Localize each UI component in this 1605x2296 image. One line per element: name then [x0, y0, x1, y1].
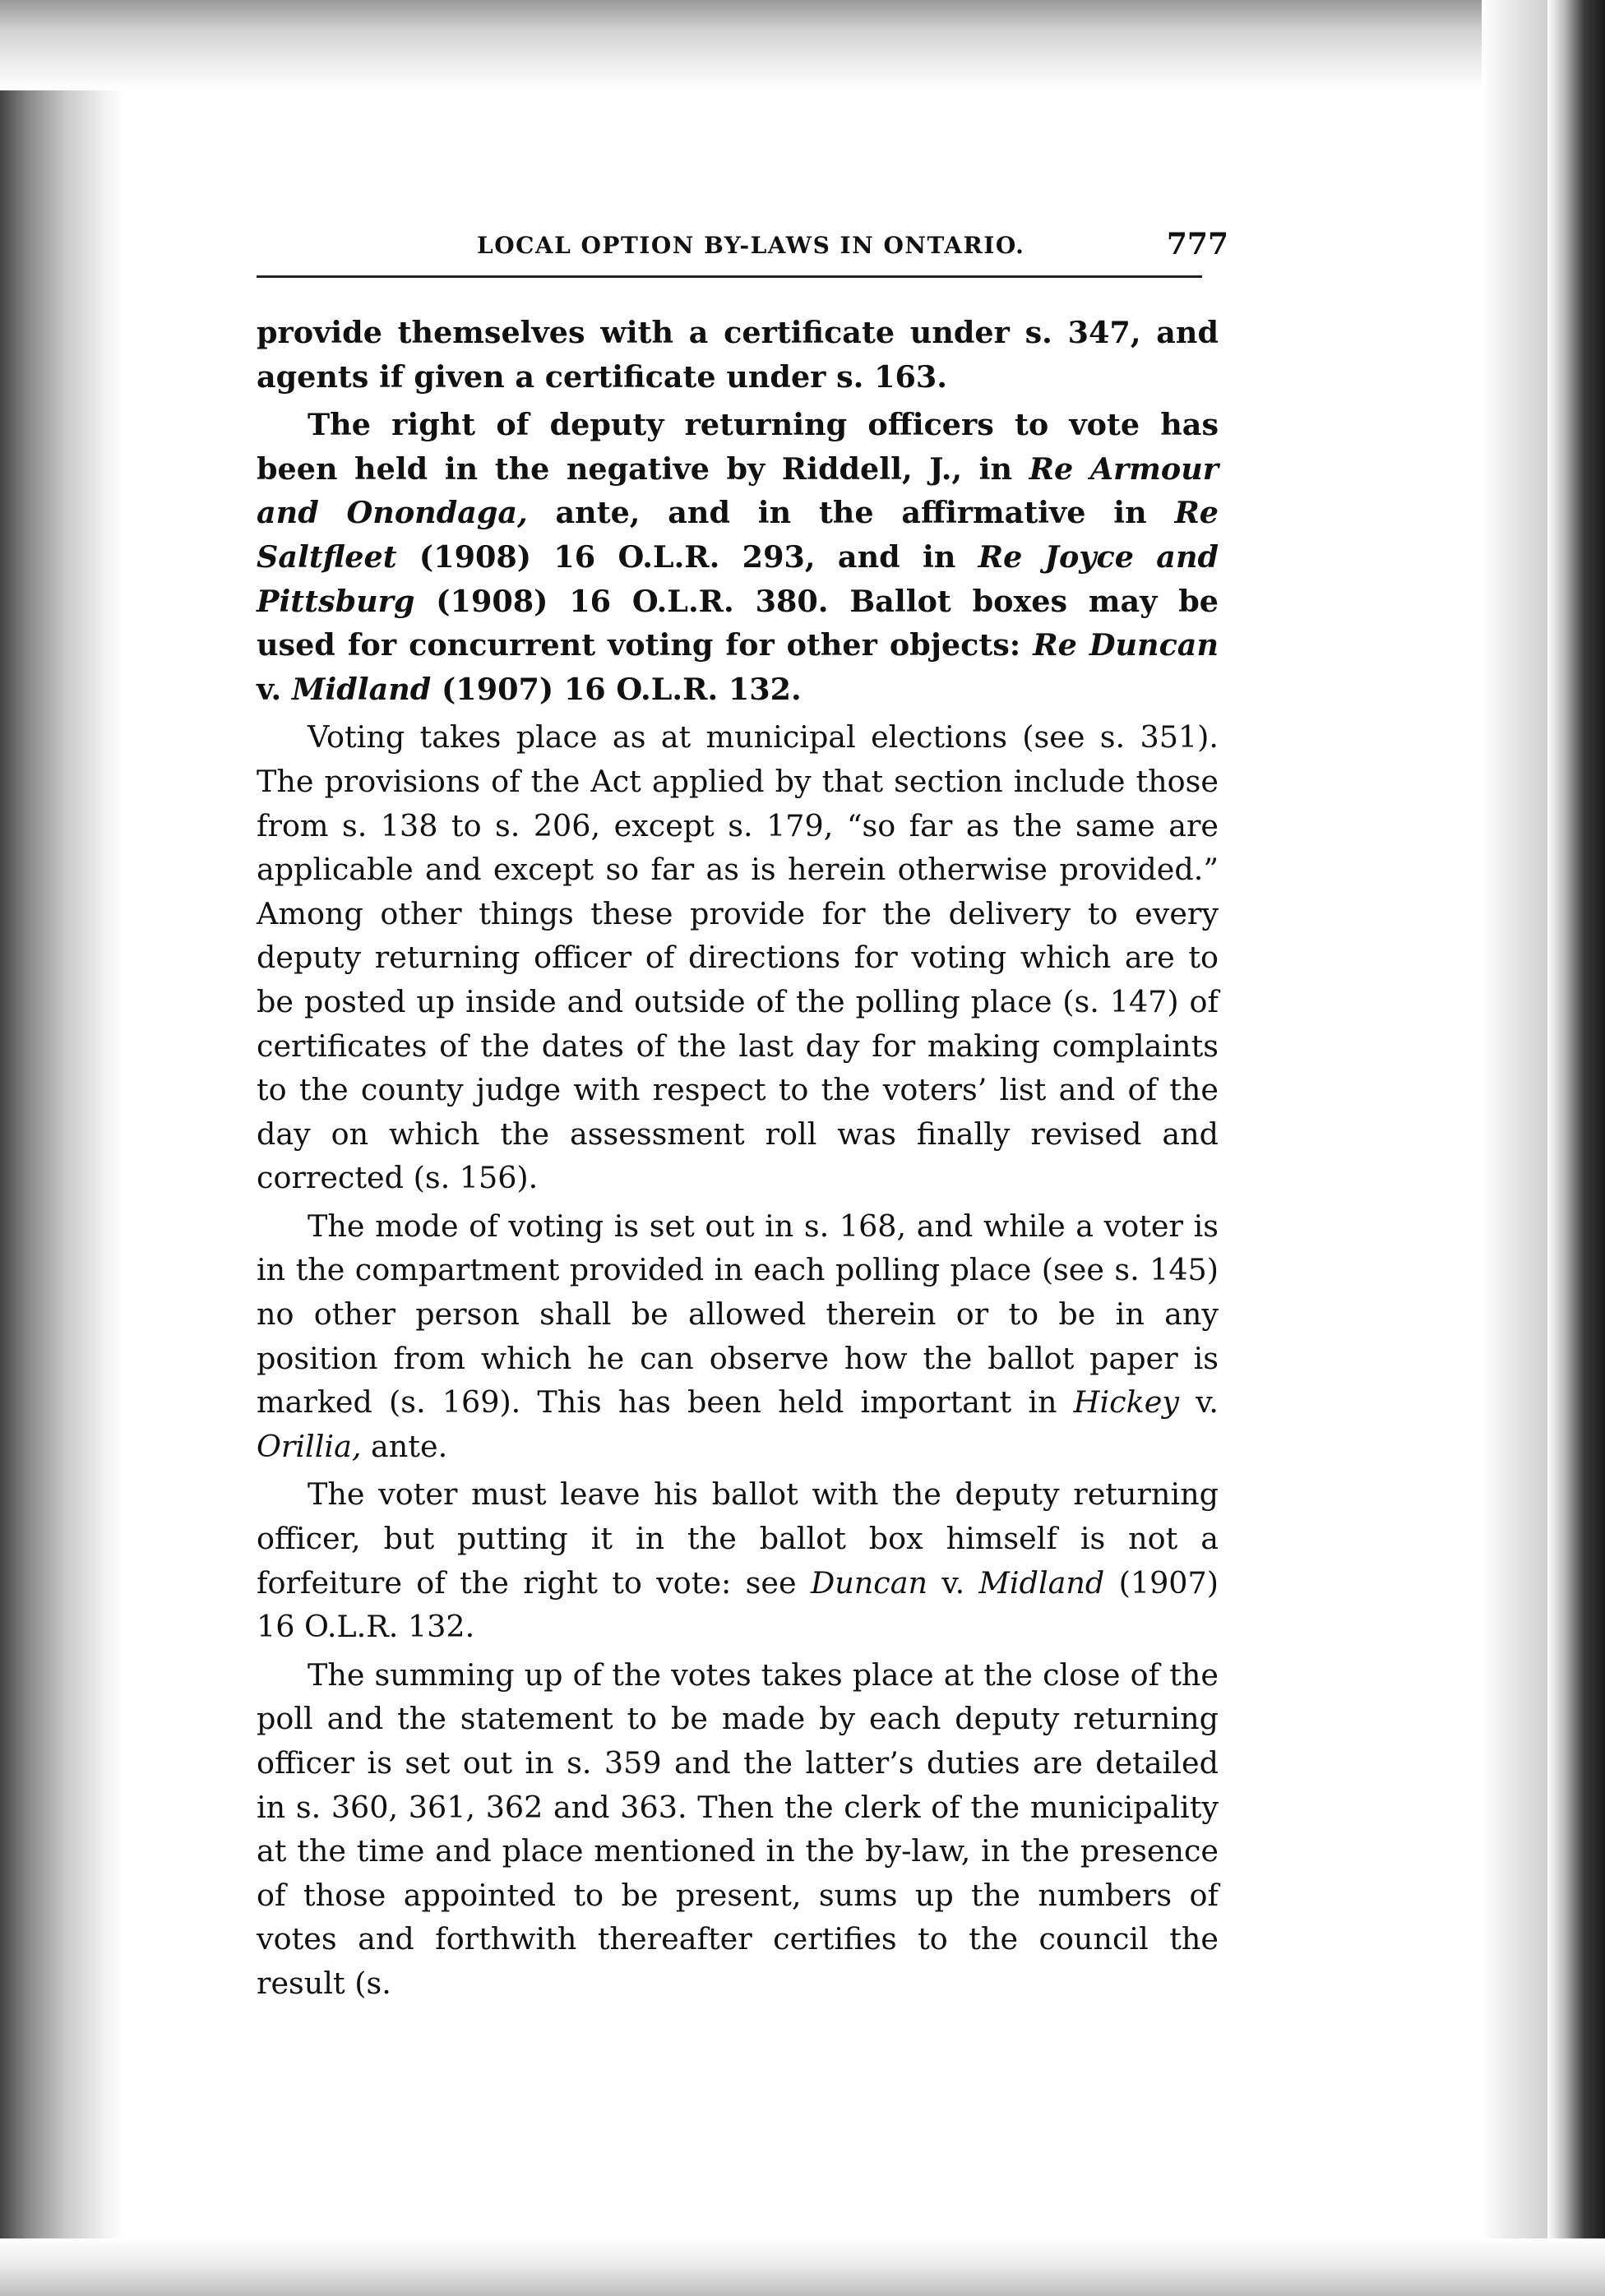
text-run: (1907) 16 O.L.R. 132. [431, 671, 802, 707]
text-run: v. [1178, 1384, 1219, 1421]
page-number: 777 [1166, 227, 1228, 261]
text-run: v. [257, 671, 292, 707]
text-run: Midland [978, 1564, 1105, 1601]
text-run: ante. [361, 1428, 448, 1464]
text-run: Re Armour and Onondaga, [257, 450, 1219, 531]
paragraph [257, 1204, 1219, 1469]
text-run: (1907) 16 O.L.R. 132. [257, 1564, 1219, 1645]
text-run: The mode of voting is set out in s. 168, and while a voter is in the compartment provided in each polling place (see s. 145) no other person shall be allowed therein or to be in any position from which he can observe how the ballot paper is marked (s. 169). This has been held important in [257, 1208, 1219, 1421]
scan-edge-right [1547, 0, 1605, 2296]
paragraph [257, 1653, 1219, 2006]
body-text [257, 311, 1219, 2010]
text-run: The right of deputy returning officers to vote has been held in the negative by Riddell, J., in [257, 407, 1219, 487]
text-run: provide themselves with a certificate under s. 347, and agents if given a certificate under s. 163. [257, 315, 1219, 395]
header-rule [257, 275, 1202, 278]
text-run: The summing up of the votes takes place at the close of the poll and the statement to be made by each deputy returning officer is set out in s. 359 and the latter’s duties are detailed in s. 360, 361, 362 and 363. Then the clerk of the municipality at the time and place mentioned in the by-law, in the presence of those appointed to be present, sums up the numbers of votes and forthwith thereafter certifies to the council the result (s. [257, 1656, 1219, 2001]
text-run: Re Joyce and Pittsburg [257, 538, 1219, 619]
text-run: v. [927, 1564, 979, 1601]
text-run: Orillia, [257, 1428, 362, 1464]
text-run: Voting takes place as at municipal elections (see s. 351). The provisions of the Act applied by that section include those from s. 138 to s. 206, except s. 179, “so far as the same are applicable and except so far as is herein otherwise provided.” Among other things these provide for the delivery to every deputy returning officer of directions for voting which are to be posted up inside and outside of the polling place (s. 147) of certificates of the dates of the last day for making complaints to the county judge with respect to the voters’ list and of the day on which the assessment roll was finally revised and corrected (s. 156). [257, 719, 1219, 1196]
text-run: Hickey [1073, 1384, 1179, 1421]
text-run: The voter must leave his ballot with the deputy returning officer, but putting it in the ballot box himself is not a forfeiture of the right to vote: see [257, 1476, 1219, 1601]
text-run: (1908) 16 O.L.R. 293, and in [396, 538, 978, 575]
paragraph [257, 1472, 1219, 1648]
scan-edge-left [0, 0, 123, 2296]
running-head: LOCAL OPTION BY-LAWS IN ONTARIO. [477, 232, 1025, 259]
paragraph [257, 311, 1219, 399]
page-header [257, 227, 1228, 268]
text-run: Duncan [810, 1564, 927, 1601]
paragraph [257, 715, 1219, 1200]
paragraph [257, 403, 1219, 711]
text-run: ante, and in the affirmative in [527, 495, 1175, 531]
scan-edge-top [0, 0, 1605, 90]
scan-edge-right-shadow [1482, 0, 1547, 2296]
text-run: Midland [291, 671, 432, 707]
text-run: (1908) 16 O.L.R. 380. Ballot boxes may be used for concurrent voting for other objects: [257, 583, 1219, 663]
text-run: Re Duncan [1033, 627, 1219, 663]
text-run: Re Saltfleet [257, 495, 1219, 575]
scan-edge-bottom [0, 2238, 1605, 2296]
